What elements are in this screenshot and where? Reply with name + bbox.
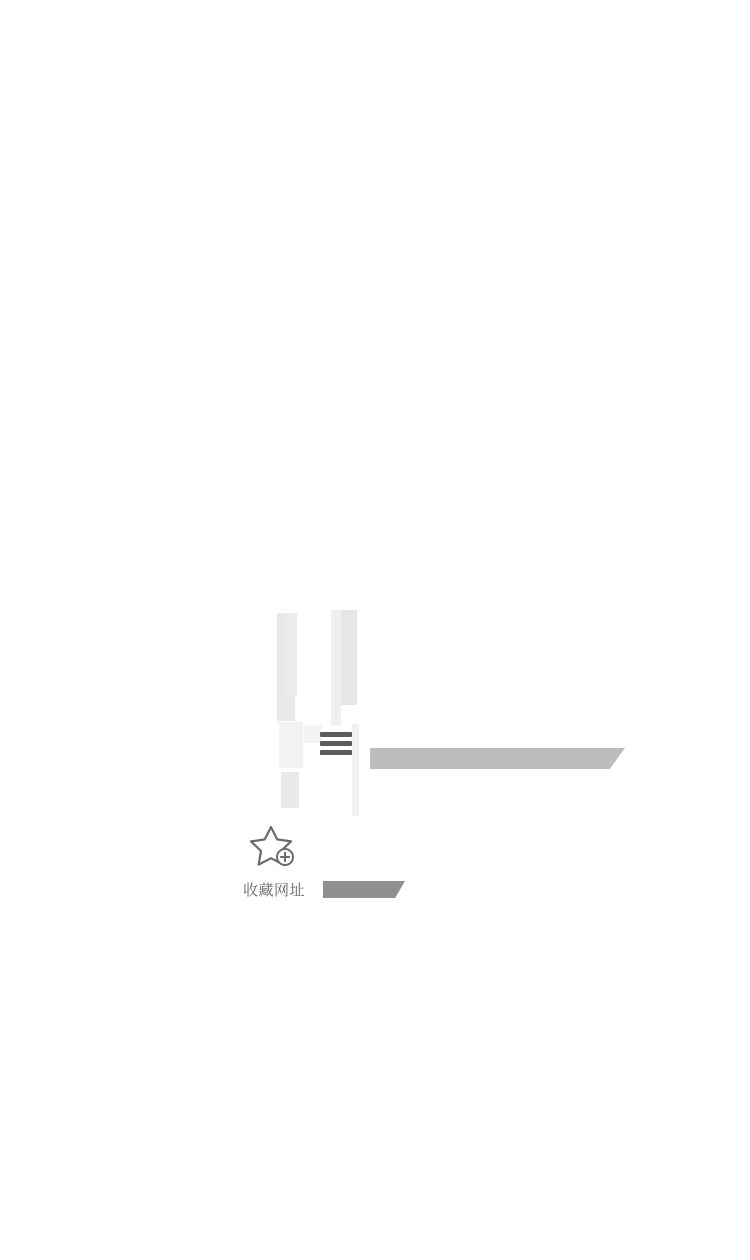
content-bar-4 — [341, 610, 357, 705]
content-bar-5 — [279, 722, 303, 768]
bookmark-label: 收藏网址 — [242, 881, 305, 899]
hamburger-menu-icon[interactable] — [320, 730, 352, 758]
content-bar-3 — [331, 610, 341, 725]
bookmark-trailing-block — [323, 881, 405, 898]
placeholder-text-block — [370, 748, 625, 769]
menu-line-1 — [320, 732, 352, 737]
content-bar-6 — [281, 772, 299, 808]
star-add-icon[interactable] — [250, 824, 298, 870]
content-bar-7 — [352, 724, 359, 816]
menu-line-3 — [320, 750, 352, 755]
content-bar-2 — [284, 613, 297, 697]
menu-line-2 — [320, 741, 352, 746]
